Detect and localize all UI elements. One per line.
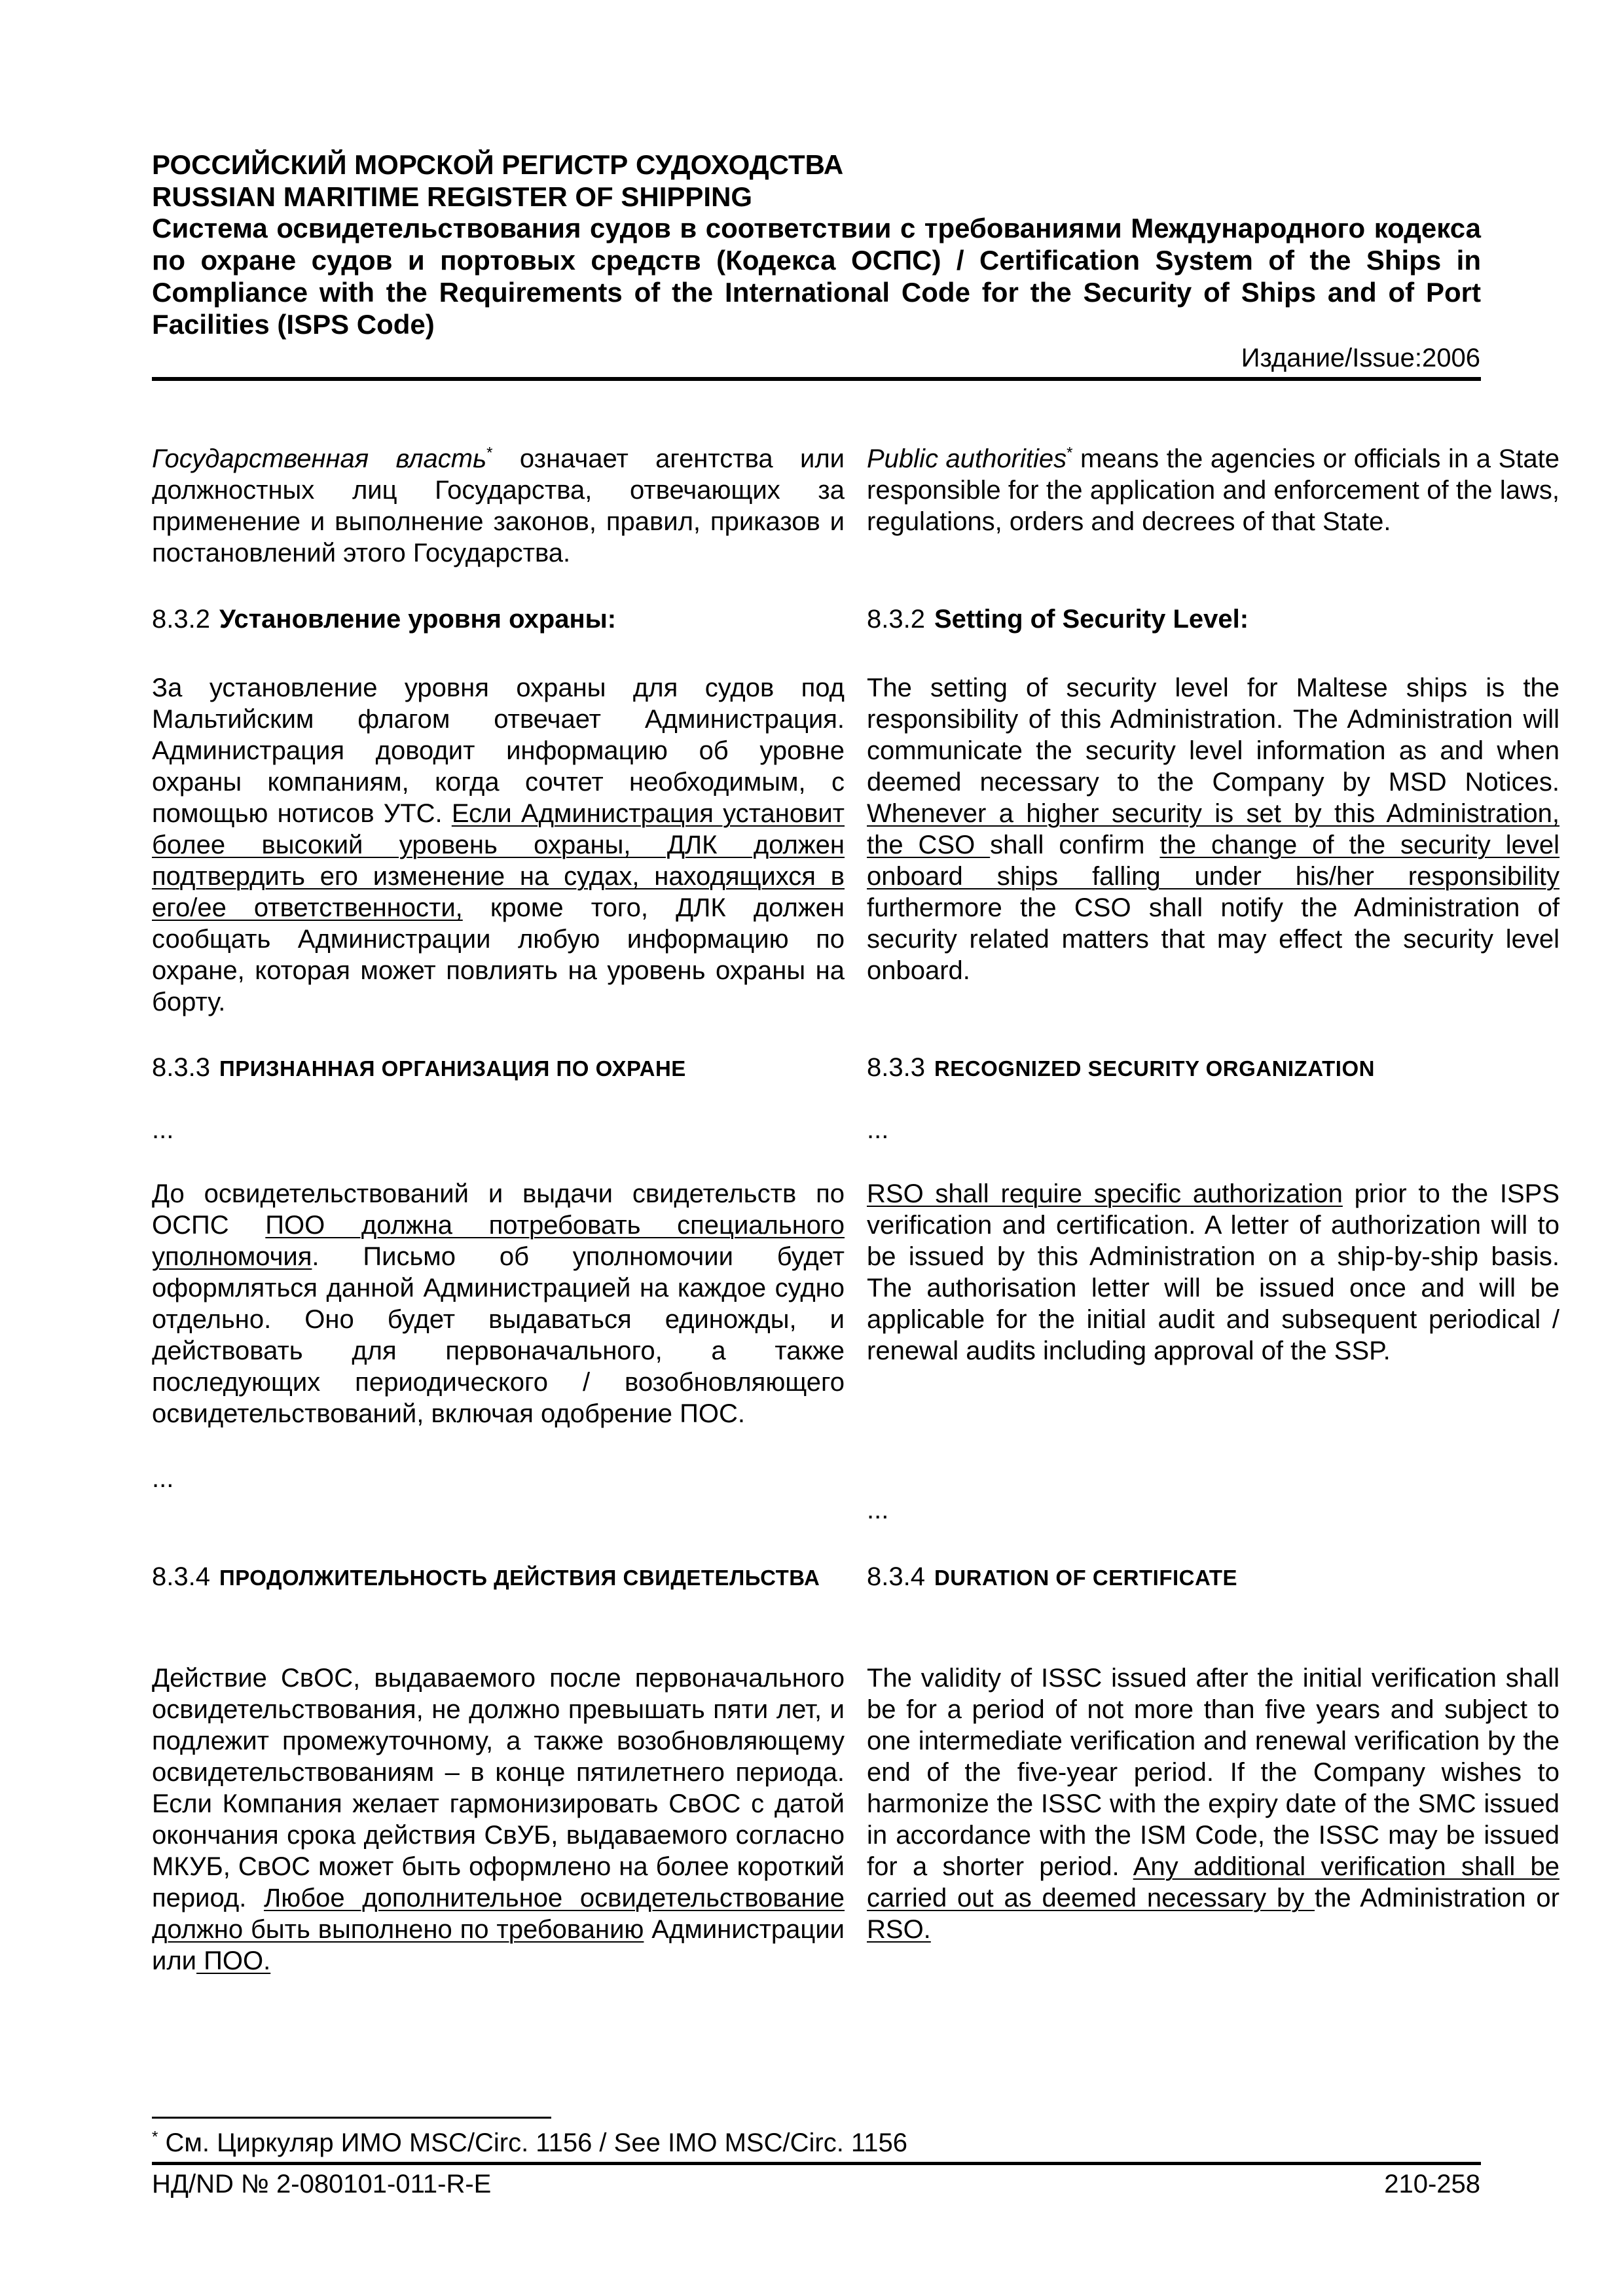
ru-834-underlined-a: Любое дополнительное освидетельствование должно быть выполнено по требованию — [152, 1884, 845, 1944]
ru-ellipsis-2: ... — [152, 1464, 174, 1493]
en-833-underlined: RSO shall require specific authorization — [867, 1179, 1343, 1208]
en-ellipsis-2: ... — [867, 1496, 889, 1524]
ru-heading-834-number: 8.3.4 — [152, 1562, 210, 1591]
ru-footnote-mark: * — [486, 444, 493, 462]
header-system-title: Система освидетельствования судов в соответствии с требованиями Международного кодекса по охране судов и портовых средств (Кодекса ОСПС) / Certification System of the Ships in Compliance with the Requirements of the International Code for the Security of Ships and of Port Facilities (ISPS Code) — [152, 213, 1481, 340]
ru-paragraph-832 — [152, 672, 845, 1018]
en-832-text-c: furthermore the CSO shall notify the Administration of security related matters that may effect the security level onboard. — [867, 893, 1559, 985]
en-832-underlined-b: the change of the security level onboard ships falling under his/her responsibility — [867, 831, 1560, 891]
header-org-ru: РОССИЙСКИЙ МОРСКОЙ РЕГИСТР СУДОХОДСТВА — [152, 149, 844, 180]
en-heading-832 — [867, 603, 1559, 635]
ru-832-text-b: кроме того, ДЛК должен сообщать Администрации любую информацию по охране, которая может повлиять на уровень охраны на борту. — [152, 893, 845, 1016]
en-834-underlined-a: Any additional verification shall be carried out as deemed necessary by — [867, 1852, 1560, 1912]
ru-834-text-a: Действие СвОС, выдаваемого после первоначального освидетельствования, не должно превышать пяти лет, и подлежит промежуточному, а также возобновляющему освидетельствованиям – в конце пятилетнего периода. Если Компания желает гармонизировать СвОС с датой окончания срока действия СвУБ, выдаваемого согласно МКУБ, СвОС может быть оформлено на более короткий период. — [152, 1664, 845, 1912]
ru-heading-833 — [152, 1052, 845, 1085]
en-paragraph-834 — [867, 1662, 1559, 1945]
en-834-text-b: the Administration or — [1315, 1884, 1559, 1912]
ru-ellipsis-1: ... — [152, 1115, 174, 1144]
ru-heading-833-number: 8.3.3 — [152, 1053, 210, 1082]
en-heading-834-number: 8.3.4 — [867, 1562, 925, 1591]
en-paragraph-833 — [867, 1178, 1559, 1367]
en-heading-834-title: DURATION OF CERTIFICATE — [934, 1566, 1238, 1590]
ru-833-underlined: ПОО должна потребовать специального уполномочия — [152, 1211, 845, 1271]
en-834-text-a: The validity of ISSC issued after the initial verification shall be for a period of not more than five years and subject to one intermediate verification and renewal verification by the end of the five-year period. If the Company wishes to harmonize the ISSC with the expiry date of the SMC issued in accordance with the ISM Code, the ISSC may be issued for a shorter period. — [867, 1664, 1559, 1881]
ru-heading-832-title: Установление уровня охраны: — [219, 605, 617, 634]
ru-832-underlined-a: Если Администрация установит более высокий уровень охраны, ДЛК должен подтвердить его изменение на судах, находящихся в его/ее ответственности, — [152, 799, 845, 922]
ru-definition-paragraph — [152, 443, 845, 569]
ru-paragraph-834 — [152, 1662, 845, 1977]
footnote-rule — [152, 2117, 551, 2119]
en-832-underlined-a: Whenever a higher security is set by this Administration, the CSO — [867, 799, 1559, 859]
en-definition-text: means the agencies or officials in a State responsible for the application and enforcement of the laws, regulations, orders and decrees of that State. — [867, 444, 1559, 536]
ru-833-text-a: До освидетельствований и выдачи свидетельств по ОСПС — [152, 1179, 845, 1240]
ru-heading-832 — [152, 603, 845, 635]
footer-rule — [152, 2162, 1481, 2165]
en-heading-833 — [867, 1052, 1559, 1085]
footer-page-number: 210-258 — [1384, 2170, 1480, 2198]
en-heading-832-title: Setting of Security Level: — [934, 605, 1249, 634]
header-rule — [152, 377, 1481, 381]
ru-832-text-a: За установление уровня охраны для судов под Мальтийским флагом отвечает Администрация. Администрация доводит информацию об уровне охраны компаниям, когда сочтет необходимым, с помощью нотисов УТС. — [152, 673, 845, 828]
en-832-text-b: shall confirm — [990, 831, 1160, 859]
en-heading-834 — [867, 1561, 1559, 1594]
en-heading-833-number: 8.3.3 — [867, 1053, 925, 1082]
ru-833-text-b: . Письмо об уполномочии будет оформляться данной Администрацией на каждое судно отдельно. Оно будет выдаваться единожды, и действовать для первоначального, а также последующих периодического / возобновляющего освидетельствований, включая одобрение ПОС. — [152, 1242, 845, 1428]
en-834-underlined-b: RSO. — [867, 1915, 931, 1944]
ru-heading-834-title: ПРОДОЛЖИТЕЛЬНОСТЬ ДЕЙСТВИЯ СВИДЕТЕЛЬСТВА — [219, 1566, 820, 1590]
issue-label: Издание/Issue:2006 — [1241, 344, 1480, 372]
en-heading-833-title: RECOGNIZED SECURITY ORGANIZATION — [934, 1056, 1375, 1081]
header-org-en: RUSSIAN MARITIME REGISTER OF SHIPPING — [152, 181, 753, 212]
en-definition-paragraph — [867, 443, 1559, 537]
footnote — [152, 2127, 907, 2159]
footer-doc-number: НД/ND № 2-080101-011-R-E — [152, 2170, 492, 2198]
en-832-text-a: The setting of security level for Maltese ships is the responsibility of this Administration. The Administration will communicate the security level information as and when deemed necessary to the Company by MSD Notices. — [867, 673, 1559, 797]
ru-834-underlined-b: ПОО. — [196, 1946, 271, 1975]
en-paragraph-832 — [867, 672, 1559, 986]
ru-paragraph-833 — [152, 1178, 845, 1429]
ru-heading-833-title: ПРИЗНАННАЯ ОРГАНИЗАЦИЯ ПО ОХРАНЕ — [219, 1056, 686, 1081]
ru-heading-832-number: 8.3.2 — [152, 605, 210, 634]
ru-term: Государственная власть — [152, 444, 487, 473]
ru-834-text-b: Администрации или — [152, 1915, 845, 1975]
en-term: Public authorities — [867, 444, 1067, 473]
footnote-text: См. Циркуляр ИМО MSC/Circ. 1156 / See IMO MSC/Circ. 1156 — [158, 2128, 907, 2157]
en-833-text-b: prior to the ISPS verification and certification. A letter of authorization will to be issued by this Administration on a ship-by-ship basis. The authorisation letter will be issued once and will be applicable for the initial audit and subsequent periodical / renewal audits including approval of the SSP. — [867, 1179, 1559, 1365]
en-heading-832-number: 8.3.2 — [867, 605, 925, 634]
ru-definition-text: означает агентства или должностных лиц Государства, отвечающих за применение и выполнение законов, правил, приказов и постановлений этого Государства. — [152, 444, 845, 567]
footnote-mark: * — [152, 2128, 158, 2146]
ru-heading-834 — [152, 1561, 845, 1594]
en-footnote-mark: * — [1067, 444, 1073, 462]
en-ellipsis-1: ... — [867, 1115, 889, 1144]
